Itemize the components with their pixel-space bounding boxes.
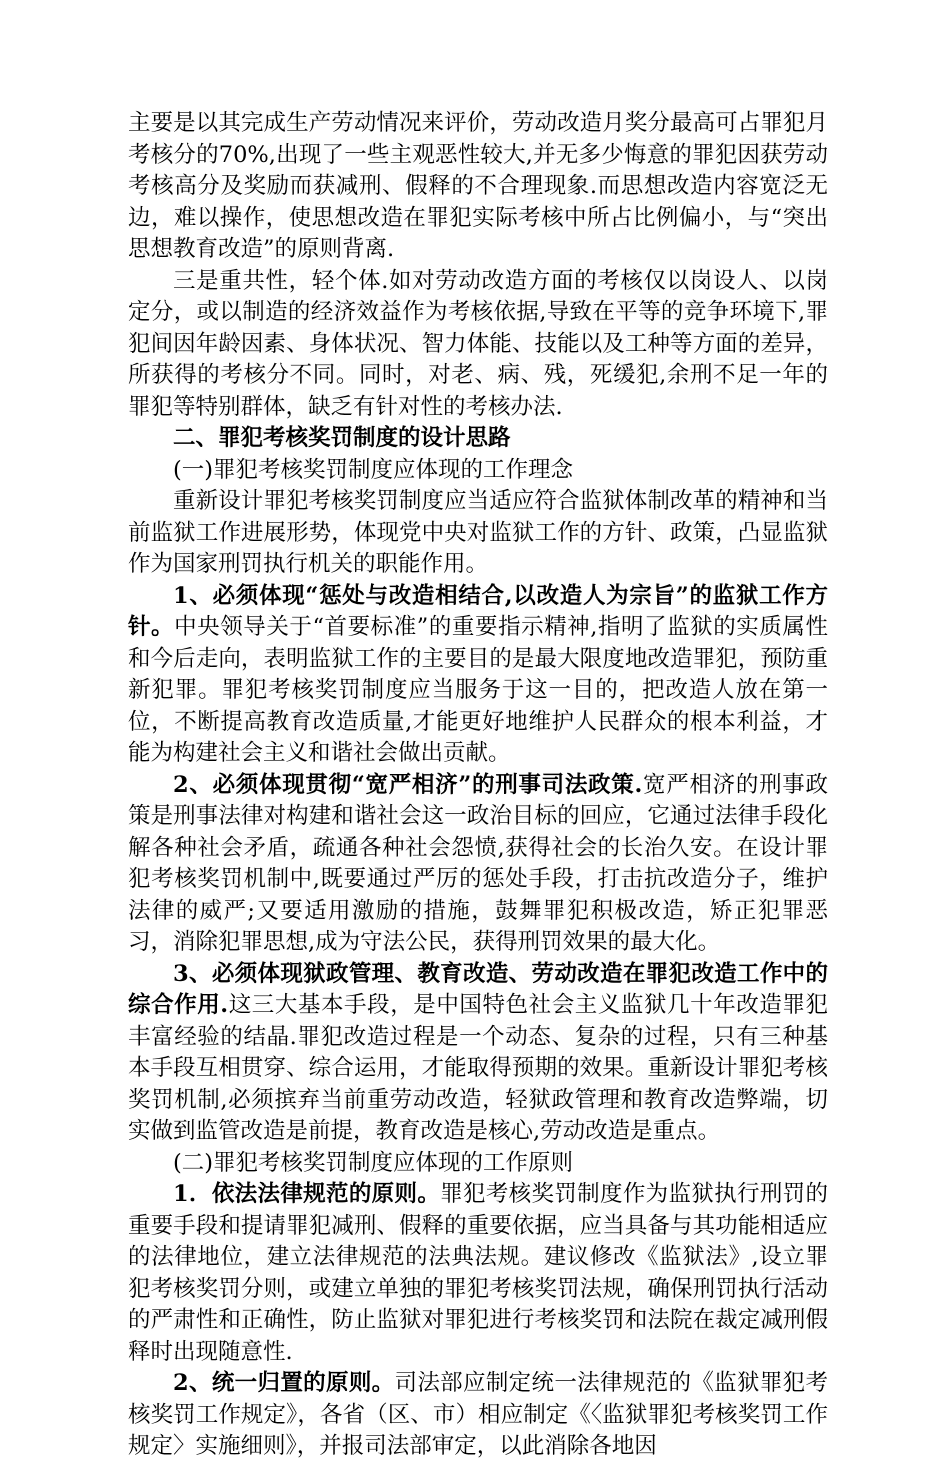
- principle-2-lead: 2、统一归置的原则。: [173, 1370, 395, 1396]
- concept-3-body: 这三大基本手段，是中国特色社会主义监狱几十年改造罪犯丰富经验的结晶.罪犯改造过程是一个动态、复杂的过程，只有三种基本手段互相贯穿、综合运用，才能取得预期的效果。重新设计罪犯考核奖罚机制,必须摈弃当前重劳动改造，轻狱政管理和教育改造弊端，切实做到监管改造是前提，教育改造是核心,劳动改造是重点。: [128, 992, 828, 1144]
- concept-3-lead: 3、必须体现狱政管理、教育改造、劳动改造在罪犯改造工作中的综合作用.: [128, 960, 828, 1018]
- concept-2-lead: 2、必须体现贯彻“宽严相济”的刑事司法政策.: [173, 771, 643, 798]
- paragraph-principle-2: [128, 1368, 828, 1463]
- paragraph-labor-evaluation: 主要是以其完成生产劳动情况来评价，劳动改造月奖分最高可占罪犯月考核分的70%,出现了一些主观恶性较大,并无多少悔意的罪犯因获劳动考核高分及奖励而获减刑、假释的不合理现象.而思想改造内容宽泛无边，难以操作，使思想改造在罪犯实际考核中所占比例偏小，与“突出思想教育改造”的原则背离.: [128, 110, 828, 262]
- subsection-heading-work-concept: (一)罪犯考核奖罚制度应体现的工作理念: [173, 456, 574, 483]
- concept-2-body: 宽严相济的刑事政策是刑事法律对构建和谐社会这一政治目标的回应，它通过法律手段化解各种社会矛盾，疏通各种社会怨愤,获得社会的长治久安。在设计罪犯考核奖罚机制中,既要通过严厉的惩处手段，打击抗改造分子，维护法律的威严;又要适用激励的措施，鼓舞罪犯积极改造，矫正犯罪恶习，消除犯罪思想,成为守法公民，获得刑罚效果的最大化。: [128, 771, 828, 955]
- paragraph-concept-1: [128, 581, 828, 770]
- subsection-heading-work-principles: (二)罪犯考核奖罚制度应体现的工作原则: [173, 1149, 574, 1176]
- principle-1-body: 罪犯考核奖罚制度作为监狱执行刑罚的重要手段和提请罪犯减刑、假释的重要依据，应当具备与其功能相适应的法律地位，建立法律规范的法典法规。建议修改《监狱法》,设立罪犯考核奖罚分则，或建立单独的罪犯考核奖罚法规，确保刑罚执行活动的严肃性和正确性，防止监狱对罪犯进行考核奖罚和法院在裁定减刑假释时出现随意性.: [128, 1181, 828, 1365]
- paragraph-common-vs-individual: 三是重共性，轻个体.如对劳动改造方面的考核仅以岗设人、以岗定分，或以制造的经济效益作为考核依据,导致在平等的竞争环境下,罪犯间因年龄因素、身体状况、智力体能、技能以及工种等方面的差异，所获得的考核分不同。同时，对老、病、残，死缓犯,余刑不足一年的罪犯等特别群体，缺乏有针对性的考核办法.: [128, 267, 828, 420]
- paragraph-concept-2: [128, 770, 828, 959]
- section-heading-design-ideas: 二、罪犯考核奖罚制度的设计思路: [173, 425, 511, 451]
- concept-1-lead: 1、必须体现“惩处与改造相结合,以改造人为宗旨”的监狱工作方针。: [128, 582, 828, 640]
- paragraph-principle-1: [128, 1179, 828, 1368]
- concept-1-body: 中央领导关于“首要标准”的重要指示精神,指明了监狱的实质属性和今后走向，表明监狱工作的主要目的是最大限度地改造罪犯，预防重新犯罪。罪犯考核奖罚制度应当服务于这一目的，把改造人放在第一位，不断提高教育改造质量,才能更好地维护人民群众的根本利益，才能为构建社会主义和谐社会做出贡献。: [128, 614, 828, 766]
- principle-1-lead: 1．依法法律规范的原则。: [173, 1181, 441, 1207]
- paragraph-concept-3: [128, 959, 828, 1148]
- paragraph-redesign-intro: 重新设计罪犯考核奖罚制度应当适应符合监狱体制改革的精神和当前监狱工作进展形势，体现党中央对监狱工作的方针、政策，凸显监狱作为国家刑罚执行机关的职能作用。: [128, 488, 828, 577]
- principle-2-body: 司法部应制定统一法律规范的《监狱罪犯考核奖罚工作规定》，各省（区、市）相应制定《〈监狱罪犯考核奖罚工作规定〉实施细则》，并报司法部审定，以此消除各地因: [128, 1370, 828, 1459]
- document-page: [128, 108, 828, 1463]
